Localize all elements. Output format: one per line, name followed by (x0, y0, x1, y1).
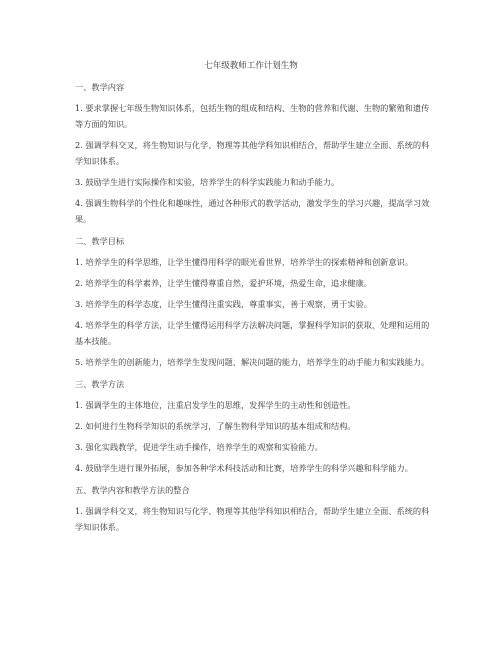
document-title: 七年级教师工作计划生物 (204, 61, 298, 71)
paragraph: 2. 培养学生的科学素养，让学生懂得尊重自然，爱护环境，热爱生命，追求健康。 (75, 278, 372, 288)
paragraph: 2. 强调学科交叉，将生物知识与化学、物理等其他学科知识相结合，帮助学生建立全面、系统的科学知识体系。 (75, 140, 430, 166)
paragraph: 4. 强调生物科学的个性化和趣味性，通过各种形式的教学活动，激发学生的学习兴趣，提高学习效果。 (75, 198, 430, 224)
paragraph: 3. 鼓励学生进行实际操作和实验，培养学生的科学实践能力和动手能力。 (75, 177, 340, 187)
paragraph: 1. 强调学科交叉，将生物知识与化学、物理等其他学科知识相结合，帮助学生建立全面、系统的科学知识体系。 (75, 506, 430, 532)
section-teaching-content (75, 81, 431, 227)
section-teaching-methods (75, 378, 431, 476)
paragraph: 3. 强化实践教学，促进学生动手操作，培养学生的观察和实验能力。 (75, 442, 323, 452)
paragraph: 1. 要求掌握七年级生物知识体系，包括生物的组成和结构、生物的营养和代谢、生物的繁殖和遗传等方面的知识。 (75, 103, 430, 129)
paragraph: 3. 培养学生的科学态度，让学生懂得注重实践，尊重事实，善于观察，勇于实验。 (75, 299, 372, 309)
paragraph: 5. 培养学生的创新能力，培养学生发现问题、解决问题的能力，培养学生的动手能力和实践能力。 (75, 357, 430, 367)
section-heading: 三、教学方法 (75, 379, 125, 389)
section-heading: 五、教学内容和教学方法的整合 (75, 485, 190, 495)
paragraph: 4. 鼓励学生进行课外拓展，参加各种学术科技活动和比赛，培养学生的科学兴趣和科学能力。 (75, 463, 413, 473)
paragraph: 1. 强调学生的主体地位，注重启发学生的思维，发挥学生的主动性和创造性。 (75, 400, 356, 410)
section-heading: 一、教学内容 (75, 82, 125, 92)
paragraph: 1. 培养学生的科学思维，让学生懂得用科学的眼光看世界，培养学生的探索精神和创新意识。 (75, 257, 413, 267)
paragraph: 2. 如何进行生物科学知识的系统学习，了解生物科学知识的基本组成和结构。 (75, 421, 356, 431)
section-teaching-goals (75, 235, 431, 370)
paragraph: 4. 培养学生的科学方法，让学生懂得运用科学方法解决问题，掌握科学知识的获取、处理和运用的基本技能。 (75, 320, 430, 346)
section-heading: 二、教学目标 (75, 236, 125, 246)
section-content-method-integration (75, 484, 431, 535)
document-body (75, 81, 431, 535)
